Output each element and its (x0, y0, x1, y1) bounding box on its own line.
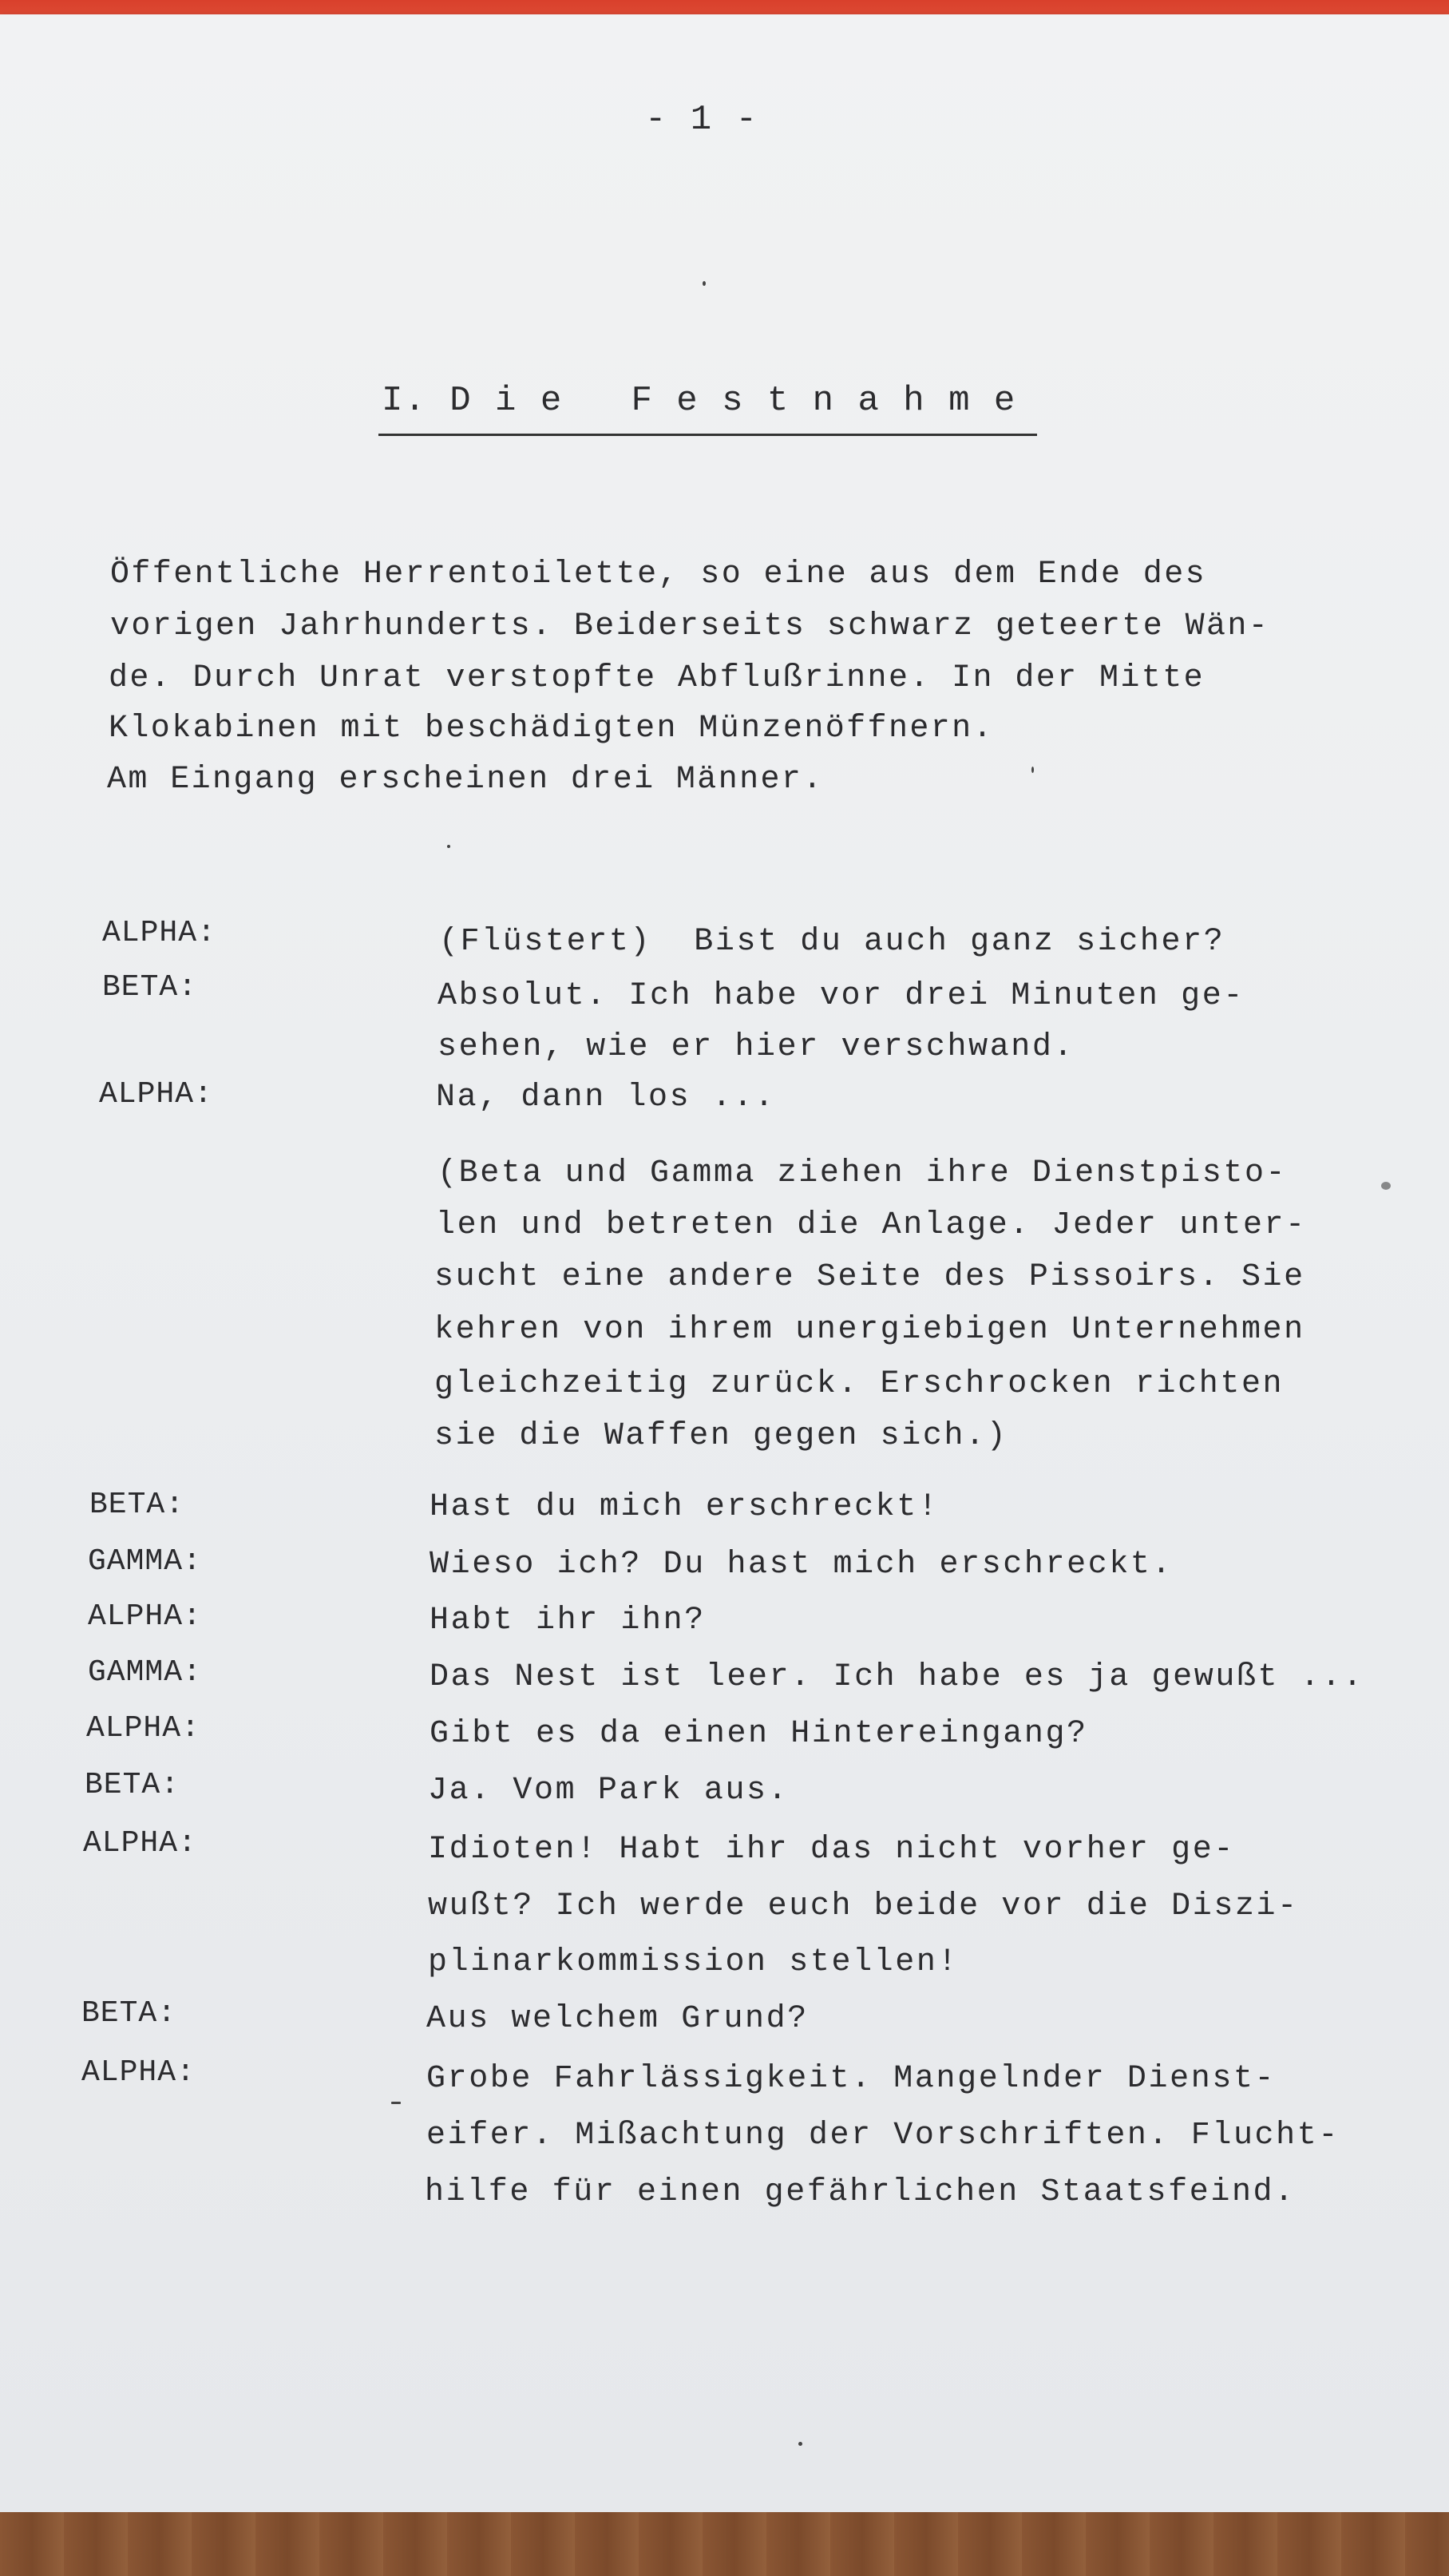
dialogue-line: Wieso ich? Du hast mich erschreckt. (430, 1547, 1174, 1583)
dialogue-line: wußt? Ich werde euch beide vor die Diszi- (428, 1888, 1299, 1924)
speaker-label: ALPHA: (81, 2055, 196, 2090)
ink-speck (447, 845, 450, 848)
ink-smudge (1381, 1182, 1391, 1190)
stage-direction-line: sucht eine andere Seite des Pissoirs. Sie (434, 1259, 1305, 1295)
dialogue-line: Aus welchem Grund? (426, 2001, 809, 2037)
speaker-label: BETA: (89, 1488, 185, 1522)
stage-direction-line: sie die Waffen gegen sich.) (434, 1418, 1008, 1454)
intro-line: de. Durch Unrat verstopfte Abflußrinne. In der Mitte (109, 660, 1206, 696)
dialogue-line: sehen, wie er hier verschwand. (437, 1029, 1075, 1065)
intro-line: Klokabinen mit beschädigten Münzenöffnern. (109, 711, 994, 747)
stage-direction-line: (Beta und Gamma ziehen ihre Dienstpisto- (437, 1155, 1288, 1191)
stage-direction-line: gleichzeitig zurück. Erschrocken richten (434, 1366, 1285, 1402)
dialogue-line: hilfe für einen gefährlichen Staatsfeind. (425, 2174, 1296, 2210)
dialogue-line: Grobe Fahrlässigkeit. Mangelnder Dienst- (426, 2061, 1277, 2097)
stage-direction-line: len und betreten die Anlage. Jeder unter- (436, 1207, 1307, 1243)
dialogue-line: Gibt es da einen Hintereingang? (430, 1716, 1088, 1752)
speaker-label: GAMMA: (88, 1544, 202, 1579)
dialogue-line: Ja. Vom Park aus. (428, 1773, 790, 1809)
speaker-label: ALPHA: (102, 916, 216, 950)
dialogue-line: Idioten! Habt ihr das nicht vorher ge- (428, 1832, 1235, 1868)
intro-line: Am Eingang erscheinen drei Männer. (107, 762, 824, 798)
ink-speck (1031, 767, 1034, 773)
scene-heading: I. D i e F e s t n a h m e (382, 381, 1017, 421)
dialogue-line: (Flüstert) Bist du auch ganz sicher? (439, 924, 1225, 960)
wooden-table-surface (0, 2512, 1449, 2576)
speaker-label: ALPHA: (88, 1599, 202, 1634)
intro-line: vorigen Jahrhunderts. Beiderseits schwarz geteerte Wän- (110, 608, 1270, 644)
dialogue-line: plinarkommission stellen! (428, 1944, 960, 1980)
speaker-label: BETA: (81, 1996, 177, 2031)
speaker-label: ALPHA: (83, 1826, 197, 1861)
dialogue-line: eifer. Mißachtung der Vorschriften. Flucht- (426, 2118, 1340, 2154)
dialogue-line: Absolut. Ich habe vor drei Minuten ge- (437, 978, 1245, 1014)
dialogue-line: Na, dann los ... (436, 1080, 776, 1116)
speaker-label: ALPHA: (86, 1711, 200, 1746)
dialogue-line: Habt ihr ihn? (430, 1603, 706, 1639)
speaker-label: BETA: (85, 1768, 180, 1802)
heading-underline (378, 434, 1037, 436)
stage-direction-line: kehren von ihrem unergiebigen Unternehmen (434, 1312, 1305, 1348)
ink-speck (391, 2102, 401, 2104)
speaker-label: ALPHA: (99, 1077, 213, 1112)
speaker-label: BETA: (102, 970, 198, 1005)
ink-speck (798, 2442, 802, 2446)
ink-speck (703, 281, 706, 286)
page-number: - 1 - (645, 100, 759, 140)
dialogue-line: Das Nest ist leer. Ich habe es ja gewußt ... (430, 1659, 1364, 1695)
intro-line: Öffentliche Herrentoilette, so eine aus dem Ende des (110, 557, 1207, 592)
dialogue-line: Hast du mich erschreckt! (430, 1489, 940, 1525)
speaker-label: GAMMA: (88, 1655, 202, 1690)
